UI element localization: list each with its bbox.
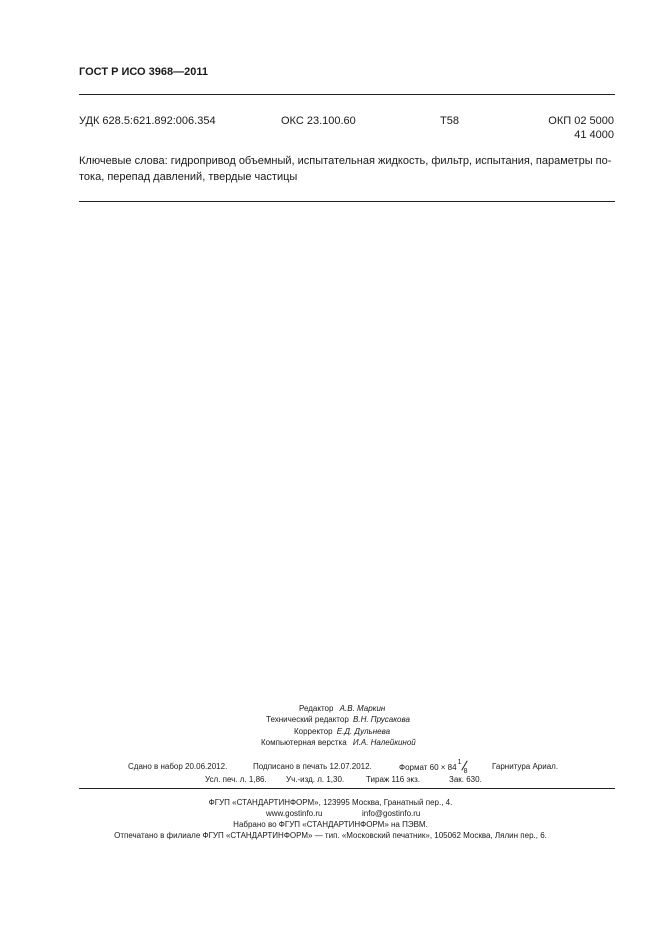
publ-sheets: Уч.-изд. л. 1,30.: [286, 775, 345, 784]
keywords-line-1: Ключевые слова: гидропривод объемный, испытательная жидкость, фильтр, испытания, параметры по-: [79, 155, 612, 167]
print-sheets: Усл. печ. л. 1,86.: [205, 775, 267, 784]
editor-name: А.В. Маркин: [339, 704, 386, 713]
okp-code-2: 41 4000: [574, 129, 614, 141]
order-number: Зак. 630.: [449, 775, 482, 784]
corrector-name: Е.Д. Дульнева: [336, 727, 391, 736]
corrector-line: [294, 726, 390, 737]
keywords-divider: [79, 201, 615, 202]
t-code: Т58: [440, 115, 459, 127]
format-numerator: 1: [457, 759, 462, 766]
format-denominator: 8: [463, 768, 468, 775]
format-fraction: [457, 761, 471, 773]
header-divider: [79, 94, 615, 95]
editor-line: [299, 703, 385, 714]
layout-line: [261, 737, 416, 748]
printed-note: Отпечатано в филиале ФГУП «СТАНДАРТИНФОРМ» — тип. «Московский печатник», 105062 Москва, Лялин пер., 6.: [114, 831, 547, 840]
standard-code: ГОСТ Р ИСО 3968—2011: [79, 66, 209, 78]
circulation: Тираж 116 экз.: [366, 775, 421, 784]
editor-label: Редактор: [299, 704, 334, 713]
publisher-address: ФГУП «СТАНДАРТИНФОРМ», 123995 Москва, Гранатный пер., 4.: [208, 798, 453, 807]
tech-editor-name: В.Н. Прусакова: [353, 715, 410, 724]
typeface: Гарнитура Ариал.: [492, 762, 559, 771]
okp-code-1: ОКП 02 5000: [548, 115, 614, 127]
imprint-divider: [79, 788, 615, 789]
corrector-label: Корректор: [294, 727, 333, 736]
format-prefix: Формат 60 × 84: [399, 763, 457, 772]
layout-name: И.А. Налейкиной: [352, 738, 416, 747]
tech-editor-line: [266, 714, 410, 725]
typeset-note: Набрано во ФГУП «СТАНДАРТИНФОРМ» на ПЭВМ.: [233, 820, 428, 829]
format: [399, 761, 471, 773]
keywords: [79, 153, 615, 185]
udk-code: УДК 628.5:621.892:006.354: [79, 115, 216, 127]
keywords-line-2: тока, перепад давлений, твердые частицы: [79, 171, 298, 183]
tech-editor-label: Технический редактор: [266, 715, 349, 724]
layout-label: Компьютерная верстка: [261, 738, 347, 747]
sent-to-set: Сдано в набор 20.06.2012.: [128, 762, 228, 771]
oks-code: ОКС 23.100.60: [281, 115, 356, 127]
publisher-email: info@gostinfo.ru: [362, 809, 421, 818]
signed-to-print: Подписано в печать 12.07.2012.: [253, 762, 372, 771]
publisher-site: www.gostinfo.ru: [266, 809, 323, 818]
